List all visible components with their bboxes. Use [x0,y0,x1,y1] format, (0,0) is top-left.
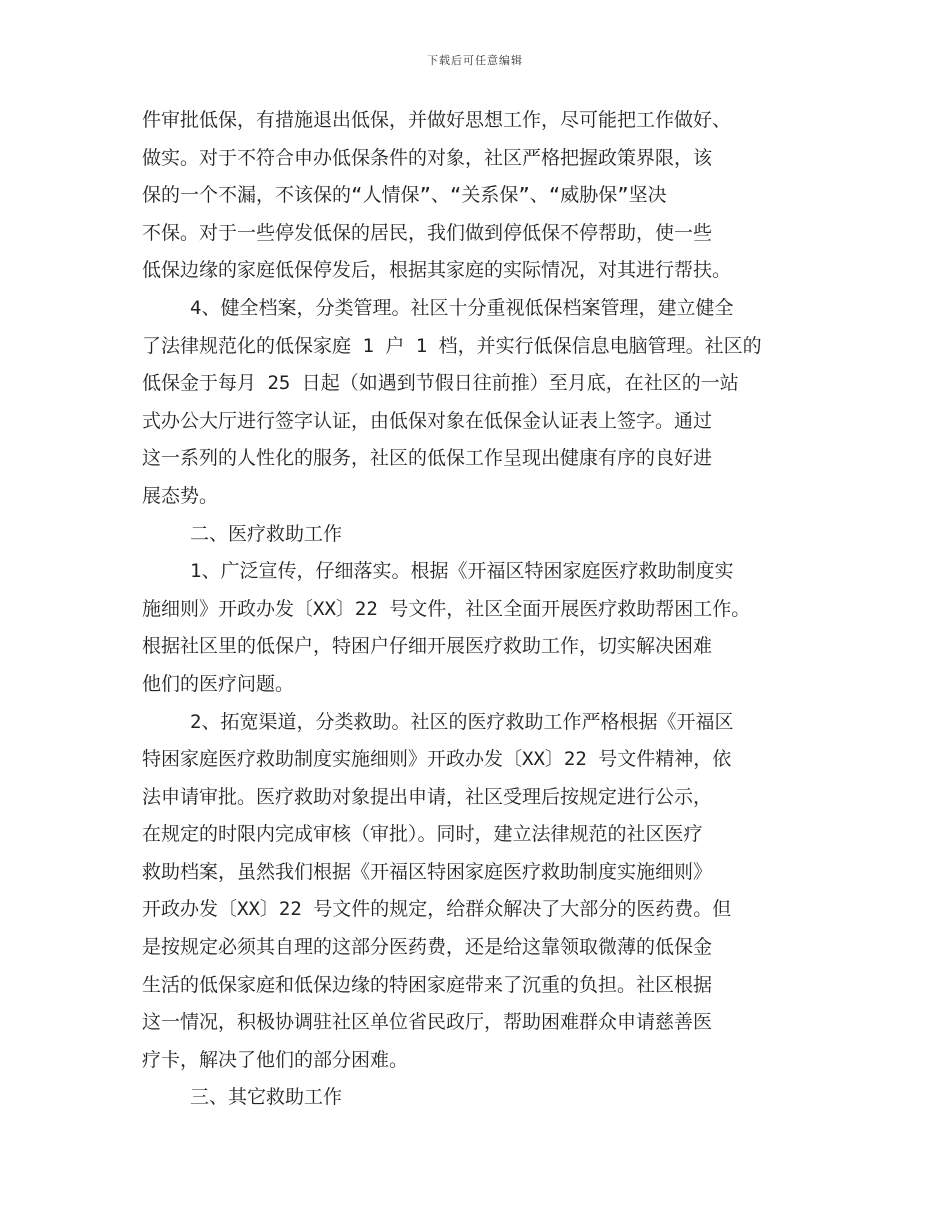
text-line: 特困家庭医疗救助制度实施细则》开政办发〔XX〕22 号文件精神，依 [142,748,732,771]
text-line: 二、医疗救助工作 [190,522,343,545]
text-line: 是按规定必须其自理的这部分医药费，还是给这靠领取微薄的低保金 [142,936,713,959]
text-line: 根据社区里的低保户，特困户仔细开展医疗救助工作，切实解决困难 [142,635,713,658]
text-line: 保的一个不漏，不该保的“人情保”、“关系保”、“威胁保”坚决 [142,184,667,207]
text-line: 在规定的时限内完成审核（审批）。同时，建立法律规范的社区医疗 [142,823,703,846]
text-line: 式办公大厅进行签字认证，由低保对象在低保金认证表上签字。通过 [142,409,713,432]
text-line: 低保边缘的家庭低保停发后，根据其家庭的实际情况，对其进行帮扶。 [142,259,732,282]
text-line: 生活的低保家庭和低保边缘的特困家庭带来了沉重的负担。社区根据 [142,973,713,996]
text-line: 他们的医疗问题。 [142,672,295,695]
text-line: 开政办发〔XX〕22 号文件的规定，给群众解决了大部分的医药费。但 [142,898,732,921]
text-line: 这一系列的人性化的服务，社区的低保工作呈现出健康有序的良好进 [142,447,713,470]
text-line: 三、其它救助工作 [190,1086,343,1109]
text-line: 4、健全档案，分类管理。社区十分重视低保档案管理，建立健全 [190,296,734,319]
text-line: 这一情况，积极协调驻社区单位省民政厅，帮助困难群众申请慈善医 [142,1011,713,1034]
text-line: 2、拓宽渠道，分类救助。社区的医疗救助工作严格根据《开福区 [190,710,734,733]
text-line: 救助档案，虽然我们根据《开福区特困家庭医疗救助制度实施细则》 [142,860,713,883]
text-line: 1、广泛宣传，仔细落实。根据《开福区特困家庭医疗救助制度实 [190,560,734,583]
text-line: 低保金于每月 25 日起（如遇到节假日往前推）至月底，在社区的一站 [142,372,739,395]
text-line: 展态势。 [142,484,219,507]
text-line: 施细则》开政办发〔XX〕22 号文件，社区全面开展医疗救助帮困工作。 [142,597,751,620]
text-line: 疗卡，解决了他们的部分困难。 [142,1048,409,1071]
page-header: 下载后可任意编辑 [427,54,523,67]
text-line: 不保。对于一些停发低保的居民，我们做到停低保不停帮助，使一些 [142,221,713,244]
text-line: 做实。对于不符合申办低保条件的对象，社区严格把握政策界限，该 [142,146,713,169]
text-line: 了法律规范化的低保家庭 1 户 1 档，并实行低保信息电脑管理。社区的 [142,334,762,357]
text-line: 件审批低保，有措施退出低保，并做好思想工作，尽可能把工作做好、 [142,109,732,131]
text-line: 法申请审批。医疗救助对象提出申请，社区受理后按规定进行公示， [142,785,713,808]
document-body [142,102,812,1117]
